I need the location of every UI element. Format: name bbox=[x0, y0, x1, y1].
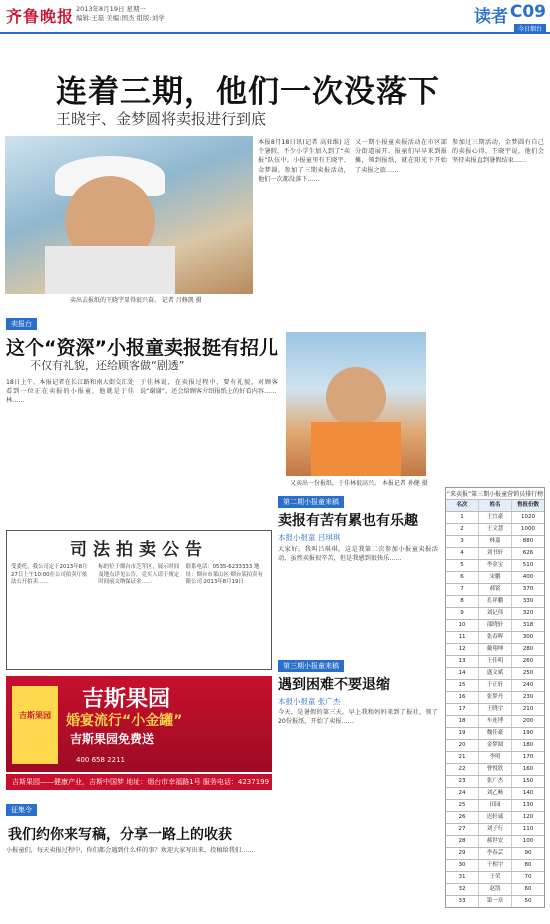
ranking-cell-rank: 25 bbox=[446, 800, 479, 811]
edition-label: 今日烟台 bbox=[514, 24, 546, 33]
ranking-row bbox=[446, 751, 544, 763]
ranking-cell-name: 王宜豪 bbox=[479, 512, 512, 523]
ranking-row bbox=[446, 763, 544, 775]
third-headline: 卖报有苦有累也有乐趣 bbox=[278, 513, 418, 529]
ranking-header-rank: 名次 bbox=[446, 500, 479, 511]
ranking-row bbox=[446, 523, 544, 535]
ranking-row bbox=[446, 823, 544, 835]
ranking-cell-rank: 33 bbox=[446, 896, 479, 907]
ranking-cell-rank: 14 bbox=[446, 668, 479, 679]
ranking-row bbox=[446, 535, 544, 547]
ranking-cell-count: 1020 bbox=[521, 514, 535, 520]
ranking-cell-name: 于相宇 bbox=[479, 860, 512, 871]
ranking-cell-rank: 2 bbox=[446, 524, 479, 535]
ranking-table bbox=[445, 487, 545, 908]
ranking-cell-name: 田园 bbox=[479, 800, 512, 811]
third-text: 大家好，我叫吕琪琪。这是我第二次参加小报童卖报活动，虽然卖报很辛苦，但是我感到很快乐…… bbox=[278, 546, 438, 563]
ranking-cell-count: 330 bbox=[522, 598, 534, 604]
second-photo-caption: 又卖出一份报纸，于佳林很高兴。 本报记者 孙健 摄 bbox=[290, 480, 428, 487]
ranking-cell-count: 230 bbox=[522, 694, 534, 700]
ranking-header bbox=[446, 499, 544, 511]
ranking-cell-name: 孔祥鹏 bbox=[479, 596, 512, 607]
brand-phone: 400 658 2211 bbox=[76, 756, 125, 764]
ranking-cell-name: 迟轩诚 bbox=[479, 812, 512, 823]
ranking-cell-name: 王文慧 bbox=[479, 524, 512, 535]
ranking-header-count: 售报份数 bbox=[516, 502, 539, 508]
ranking-cell-rank: 1 bbox=[446, 512, 479, 523]
lead-column-1: 本报8月18日讯(记者 高亚维) 这个暑假，不少小学生加入到了“卖报”队伍中。小报童里有王晓宇、金梦圆。参加了三期卖报活动，他们一次都没落下…… bbox=[258, 139, 350, 183]
ranking-cell-rank: 23 bbox=[446, 776, 479, 787]
ranking-cell-rank: 13 bbox=[446, 656, 479, 667]
ranking-cell-count: 190 bbox=[522, 730, 534, 736]
fourth-headline: 遇到困难不要退缩 bbox=[278, 677, 390, 693]
ranking-header-name: 姓名 bbox=[479, 500, 512, 511]
ranking-row bbox=[446, 799, 544, 811]
ranking-row bbox=[446, 559, 544, 571]
ranking-cell-count: 160 bbox=[522, 766, 534, 772]
ranking-cell-count: 880 bbox=[522, 538, 534, 544]
ranking-cell-count: 400 bbox=[522, 574, 534, 580]
lead-subheadline: 王晓宇、金梦圆将卖报进行到底 bbox=[56, 110, 267, 128]
ranking-cell-rank: 10 bbox=[446, 620, 479, 631]
date-line: 2013年8月19日 星期一 bbox=[76, 5, 147, 13]
ranking-cell-rank: 21 bbox=[446, 752, 479, 763]
newspaper-logo: 齐鲁晚报 bbox=[6, 7, 75, 26]
third-section-tag: 第二期小报童来稿 bbox=[278, 496, 344, 508]
ranking-cell-count: 70 bbox=[524, 874, 532, 880]
fourth-text: 今天，是暑假的第三天。早上我和妈妈来到了报社，领了20份报纸，开始了卖报…… bbox=[278, 709, 438, 726]
ranking-cell-name: 王佳明 bbox=[479, 656, 512, 667]
ranking-row bbox=[446, 727, 544, 739]
fourth-author: 本报小报童 张广杰 bbox=[278, 697, 341, 706]
ranking-row bbox=[446, 715, 544, 727]
ranking-cell-rank: 3 bbox=[446, 536, 479, 547]
ranking-cell-name: 于正轩 bbox=[479, 680, 512, 691]
ranking-cell-name: 第一章 bbox=[479, 896, 512, 907]
ranking-cell-rank: 17 bbox=[446, 704, 479, 715]
photo2-shirt-shape bbox=[311, 422, 401, 476]
photo2-face-shape bbox=[326, 367, 386, 427]
ranking-cell-rank: 4 bbox=[446, 548, 479, 559]
ranking-row bbox=[446, 739, 544, 751]
ranking-cell-rank: 32 bbox=[446, 884, 479, 895]
ranking-cell-count: 130 bbox=[522, 802, 534, 808]
ranking-row bbox=[446, 811, 544, 823]
ranking-row bbox=[446, 691, 544, 703]
date-info bbox=[76, 5, 165, 23]
auction-title: 司法拍卖公告 bbox=[70, 540, 208, 560]
ranking-row bbox=[446, 775, 544, 787]
ranking-cell-name: 刘书轩 bbox=[479, 548, 512, 559]
auction-col-2: 标的位于烟台市芝罘区，展示时间及地点详见公告。竞买人请于规定时间前交纳保证金…… bbox=[98, 564, 180, 586]
ranking-row bbox=[446, 787, 544, 799]
lead-photo-caption: 卖出去报纸的王晓宇显得很兴奋。 记者 吕修凯 摄 bbox=[70, 297, 202, 304]
section-name: 读者 bbox=[474, 7, 508, 27]
ranking-cell-rank: 20 bbox=[446, 740, 479, 751]
ranking-cell-name: 王晓宇 bbox=[479, 704, 512, 715]
ranking-cell-name: 邵晓轩 bbox=[479, 620, 512, 631]
ranking-cell-rank: 28 bbox=[446, 836, 479, 847]
ranking-caption: “来卖报”第三期小报童营销员排行榜 bbox=[446, 491, 544, 498]
ranking-row bbox=[446, 595, 544, 607]
ranking-row bbox=[446, 667, 544, 679]
auction-col-1: 受委托，我公司定于2013年8月27日上午10:00在公司拍卖厅依法公开拍卖…… bbox=[11, 564, 88, 586]
ranking-cell-rank: 7 bbox=[446, 584, 479, 595]
ranking-cell-rank: 26 bbox=[446, 812, 479, 823]
ranking-cell-count: 50 bbox=[524, 898, 532, 904]
ranking-row bbox=[446, 511, 544, 523]
ranking-cell-name: 刘子行 bbox=[479, 824, 512, 835]
ranking-cell-count: 120 bbox=[522, 814, 534, 820]
lead-column-3: 参加过三期活动，金梦圆有自己的卖报心得，王晓宇说，他们会坚持卖报直到暑假结束…… bbox=[452, 139, 544, 165]
ranking-cell-rank: 16 bbox=[446, 692, 479, 703]
ranking-row bbox=[446, 583, 544, 595]
lead-column-2: 又一期小报童卖报活动在市区部分街道展开。报童们早早来到报摊，领到报纸，就在阳光下开始了卖报之旅…… bbox=[355, 139, 447, 174]
ranking-cell-count: 210 bbox=[522, 706, 534, 712]
ranking-cell-count: 260 bbox=[522, 658, 534, 664]
ranking-cell-name: 金梦圆 bbox=[479, 740, 512, 751]
brand-slogan: 婚宴流行“小金罐” bbox=[66, 713, 183, 729]
ranking-cell-name: 宋鹏 bbox=[479, 572, 512, 583]
ranking-cell-count: 370 bbox=[522, 586, 534, 592]
auction-col-3: 联系电话：0535-6233333 地址：烟台市莱山区 烟台某拍卖有限公司 2013年8月19日 bbox=[185, 564, 263, 586]
ranking-row bbox=[446, 679, 544, 691]
ranking-row bbox=[446, 631, 544, 643]
ranking-cell-rank: 24 bbox=[446, 788, 479, 799]
ranking-cell-rank: 9 bbox=[446, 608, 479, 619]
ranking-cell-count: 300 bbox=[522, 634, 534, 640]
page-number: C09 bbox=[509, 2, 546, 22]
ranking-cell-name: 李明 bbox=[479, 752, 512, 763]
ranking-cell-count: 60 bbox=[524, 886, 532, 892]
judicial-auction-ad bbox=[6, 530, 272, 670]
brand-footer-strip: 吉斯果园——健康产业，吉斯中国梦 地址：烟台市幸福路1号 服务电话：4237199 bbox=[6, 774, 272, 790]
editors-line: 编辑:王磊 美编:国杰 组版:刘学 bbox=[76, 14, 165, 22]
ranking-cell-rank: 8 bbox=[446, 596, 479, 607]
fifth-section-tag: 征集令 bbox=[6, 804, 37, 816]
ranking-cell-rank: 22 bbox=[446, 764, 479, 775]
fourth-section-tag: 第三期小报童来稿 bbox=[278, 660, 344, 672]
ranking-cell-name: 刘记伟 bbox=[479, 608, 512, 619]
ranking-row bbox=[446, 607, 544, 619]
ranking-cell-rank: 6 bbox=[446, 572, 479, 583]
ranking-cell-rank: 31 bbox=[446, 872, 479, 883]
ranking-row bbox=[446, 547, 544, 559]
photo-shirt-shape bbox=[45, 246, 175, 294]
ranking-cell-rank: 15 bbox=[446, 680, 479, 691]
second-photo bbox=[286, 332, 426, 476]
ranking-cell-count: 320 bbox=[522, 610, 534, 616]
ranking-cell-name: 盛文斌 bbox=[479, 668, 512, 679]
ranking-cell-name: 李金宝 bbox=[479, 560, 512, 571]
ranking-row bbox=[446, 571, 544, 583]
ranking-cell-name: 魏佳豪 bbox=[479, 728, 512, 739]
ranking-cell-name: 李春芸 bbox=[479, 848, 512, 859]
ranking-cell-count: 1000 bbox=[521, 526, 535, 532]
ranking-row bbox=[446, 655, 544, 667]
ranking-cell-count: 510 bbox=[522, 562, 534, 568]
ranking-cell-name: 郝世安 bbox=[479, 836, 512, 847]
ranking-row bbox=[446, 643, 544, 655]
ranking-cell-rank: 29 bbox=[446, 848, 479, 859]
ranking-cell-name: 刘乙畅 bbox=[479, 788, 512, 799]
ranking-cell-count: 250 bbox=[522, 670, 534, 676]
lead-photo bbox=[5, 136, 253, 294]
ranking-cell-count: 200 bbox=[522, 718, 534, 724]
brand-name: 吉斯果园 bbox=[82, 687, 171, 712]
ranking-cell-count: 626 bbox=[522, 550, 534, 556]
ranking-cell-count: 150 bbox=[522, 778, 534, 784]
ranking-cell-count: 240 bbox=[522, 682, 534, 688]
ranking-row bbox=[446, 703, 544, 715]
brand-tag: 吉斯果园 bbox=[12, 686, 58, 764]
ranking-cell-rank: 12 bbox=[446, 644, 479, 655]
fifth-headline: 我们约你来写稿，分享一路上的收获 bbox=[8, 827, 232, 843]
second-subheadline: 不仅有礼貌，还给顾客做“剧透” bbox=[30, 359, 185, 372]
ranking-cell-count: 100 bbox=[522, 838, 534, 844]
second-section-tag: 卖报台 bbox=[6, 318, 37, 330]
second-headline: 这个“资深”小报童卖报挺有招儿 bbox=[6, 337, 278, 359]
ranking-cell-name: 张广杰 bbox=[479, 776, 512, 787]
brand-ad bbox=[6, 676, 272, 772]
ranking-cell-rank: 5 bbox=[446, 560, 479, 571]
brand-free-text: 吉斯果园免费送 bbox=[70, 732, 155, 746]
fifth-text: 小报童们，每天卖报过程中，你们都会遇到什么样的事？欢迎大家写出来，投稿给我们…… bbox=[6, 847, 254, 854]
ranking-cell-count: 170 bbox=[522, 754, 534, 760]
third-author: 本报小报童 吕琪琪 bbox=[278, 533, 341, 542]
second-column-2: 于佳林说，在卖报过程中，要有礼貌，对顾客说“谢谢”，还会给顾客介绍报纸上的好看内容…… bbox=[140, 379, 278, 396]
ranking-cell-rank: 19 bbox=[446, 728, 479, 739]
ranking-cell-name: 车连博 bbox=[479, 716, 512, 727]
ranking-cell-count: 180 bbox=[522, 742, 534, 748]
ranking-cell-count: 80 bbox=[524, 862, 532, 868]
ranking-cell-name: 曹悦欣 bbox=[479, 764, 512, 775]
ranking-cell-name: 林嘉 bbox=[479, 536, 512, 547]
ranking-cell-name: 王荣 bbox=[479, 872, 512, 883]
ranking-cell-name: 张梦丹 bbox=[479, 692, 512, 703]
ranking-cell-count: 140 bbox=[522, 790, 534, 796]
masthead bbox=[0, 0, 550, 34]
ranking-cell-rank: 11 bbox=[446, 632, 479, 643]
ranking-cell-rank: 18 bbox=[446, 716, 479, 727]
ranking-cell-count: 280 bbox=[522, 646, 534, 652]
ranking-cell-count: 318 bbox=[522, 622, 534, 628]
ranking-cell-name: 郝铭 bbox=[479, 584, 512, 595]
ranking-cell-rank: 27 bbox=[446, 824, 479, 835]
second-column-1: 18日上午，本报记者在长江路和南大街交汇处看到一位正在卖报的小报童，他就是于佳林…… bbox=[6, 379, 134, 405]
ranking-cell-rank: 30 bbox=[446, 860, 479, 871]
ranking-cell-count: 110 bbox=[522, 826, 534, 832]
ranking-cell-name: 戴翔坤 bbox=[479, 644, 512, 655]
ranking-cell-name: 张春晖 bbox=[479, 632, 512, 643]
ranking-cell-name: 赵凯 bbox=[479, 884, 512, 895]
lead-headline: 连着三期，他们一次没落下 bbox=[56, 74, 440, 110]
ranking-cell-count: 90 bbox=[524, 850, 532, 856]
ranking-row bbox=[446, 619, 544, 631]
